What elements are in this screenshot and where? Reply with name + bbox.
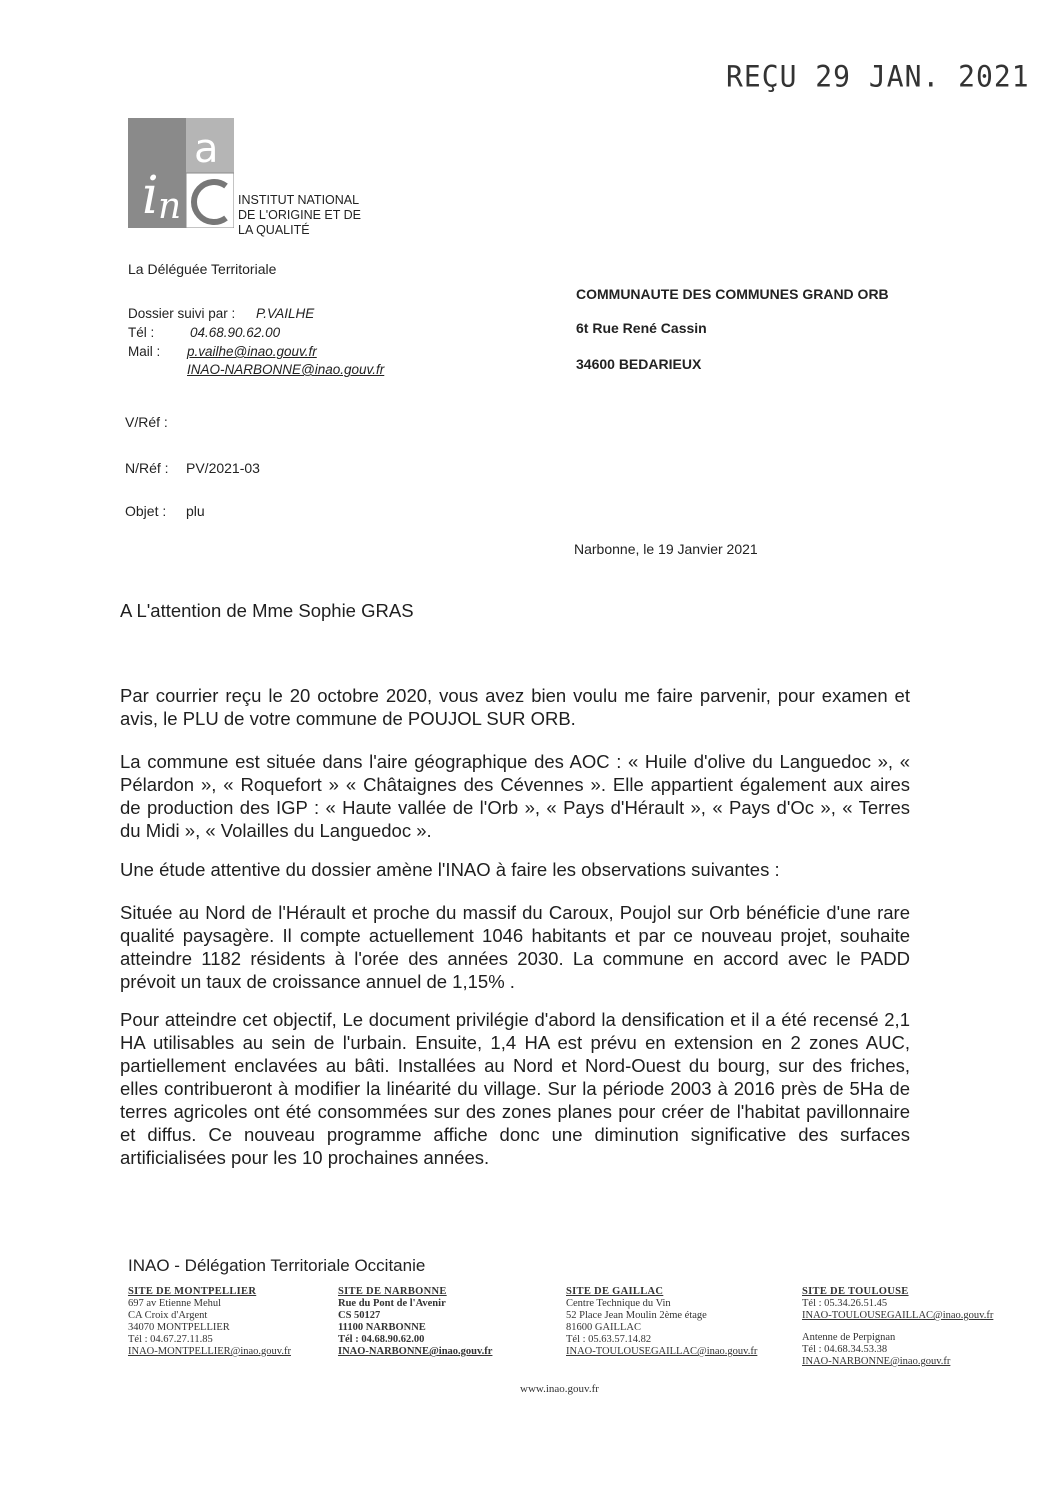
tel-label: Tél : (128, 325, 155, 340)
body-paragraph-3: Une étude attentive du dossier amène l'INAO à faire les observations suivantes : (120, 859, 780, 880)
body-paragraph-5: Pour atteindre cet objectif, Le document privilégie d'abord la densification et il a été recensé 2,1 HA utilisables au sein de l'urbain. Ensuite, 1,4 HA est prévu en extension en 2 zones AUC, partiellement enclavées au bâti. Installées au Nord et Nord-Ouest du bourg, sur des friches, elles contribueront à modifier la linéarité du village. Sur la période 2003 à 2016 près de 5Ha de terres agricoles ont été consommées sur des zones planes pour créer de l'habitat pavillonnaire et diffus. Ce nouveau programme affiche donc une diminution significative des surfaces artificialisées pour les 10 prochaines années. (120, 1009, 910, 1168)
followed-label: Dossier suivi par : (128, 306, 236, 321)
object-value: plu (186, 503, 205, 519)
site-gaillac: SITE DE GAILLAC Centre Technique du Vin 52 Place Jean Moulin 2ème étage 81600 GAILLAC Tél : 05.63.57.14.82 INAO-TOULOUSEGAILLAC@inao.gouv.fr (566, 1286, 758, 1357)
website-link[interactable]: www.inao.gouv.fr (520, 1383, 599, 1395)
body-paragraph-2: La commune est située dans l'aire géographique des AOC : « Huile d'olive du Languedoc », « Pélardon », « Roquefort » « Châtaignes des Cévennes ». Elle appartient également aux aires de production des IGP : « Haute vallée de l'Orb », « Pays d'Hérault », « Pays d'Oc », « Terres du Midi », « Volailles du Languedoc ». (120, 751, 910, 841)
body-paragraph-4: Située au Nord de l'Hérault et proche du massif du Caroux, Poujol sur Orb bénéficie d'une rare qualité paysagère. Il compte actuellement 1046 habitants et par ce nouveau projet, souhaite atteindre 1182 résidents à l'orée des années 2030. La commune en accord avec le PADD prévoit un taux de croissance annuel de 1,15% . (120, 902, 910, 992)
site-montpellier: SITE DE MONTPELLIER 697 av Etienne Mehul CA Croix d'Argent 34070 MONTPELLIER Tél : 04.67.27.11.85 INAO-MONTPELLIER@inao.gouv.fr (128, 1286, 291, 1357)
sender-role: La Déléguée Territoriale (128, 261, 277, 277)
followed-value: P.VAILHE (256, 306, 315, 321)
site-toulouse: SITE DE TOULOUSE Tél : 05.34.26.51.45 INAO-TOULOUSEGAILLAC@inao.gouv.fr Antenne de Perpignan Tél : 04.68.34.53.38 INAO-NARBONNE@inao.gouv.fr (802, 1286, 994, 1367)
svg-text:n: n (158, 186, 182, 227)
perpignan-email-link[interactable]: INAO-NARBONNE@inao.gouv.fr (802, 1356, 951, 1367)
recipient-street: 6t Rue René Cassin (576, 320, 707, 336)
letter-date: Narbonne, le 19 Janvier 2021 (574, 541, 758, 557)
narbonne-email-link[interactable]: INAO-NARBONNE@inao.gouv.fr (338, 1346, 493, 1357)
nref-value: PV/2021-03 (186, 460, 260, 476)
gaillac-email-link[interactable]: INAO-TOULOUSEGAILLAC@inao.gouv.fr (566, 1346, 758, 1357)
object-label: Objet : (125, 503, 167, 519)
reception-stamp: REÇU 29 JAN. 2021 (726, 59, 1030, 94)
institute-name: INSTITUT NATIONAL DE L'ORIGINE ET DE LA QUALITÉ (238, 193, 362, 237)
vref-label: V/Réf : (125, 414, 168, 430)
svg-text:a: a (194, 126, 219, 172)
nref-label: N/Réf : (125, 460, 169, 476)
footer-title: INAO - Délégation Territoriale Occitanie (128, 1256, 426, 1275)
mail-link-1[interactable]: p.vailhe@inao.gouv.fr (187, 344, 317, 359)
site-narbonne: SITE DE NARBONNE Rue du Pont de l'Avenir CS 50127 11100 NARBONNE Tél : 04.68.90.62.00 INAO-NARBONNE@inao.gouv.fr (338, 1286, 493, 1357)
recipient-city: 34600 BEDARIEUX (576, 356, 702, 372)
toulouse-email-link[interactable]: INAO-TOULOUSEGAILLAC@inao.gouv.fr (802, 1310, 994, 1321)
body-paragraph-1: Par courrier reçu le 20 octobre 2020, vous avez bien voulu me faire parvenir, pour examen et avis, le PLU de votre commune de POUJOL SUR ORB. (120, 685, 910, 729)
mail-label: Mail : (128, 344, 161, 359)
tel-value: 04.68.90.62.00 (190, 325, 281, 340)
inao-logo (128, 118, 234, 228)
mail-link-2[interactable]: INAO-NARBONNE@inao.gouv.fr (187, 362, 385, 377)
montpellier-email-link[interactable]: INAO-MONTPELLIER@inao.gouv.fr (128, 1346, 291, 1357)
svg-text:i: i (142, 166, 159, 226)
recipient-name: COMMUNAUTE DES COMMUNES GRAND ORB (576, 286, 889, 302)
attention-line: A L'attention de Mme Sophie GRAS (120, 600, 414, 621)
